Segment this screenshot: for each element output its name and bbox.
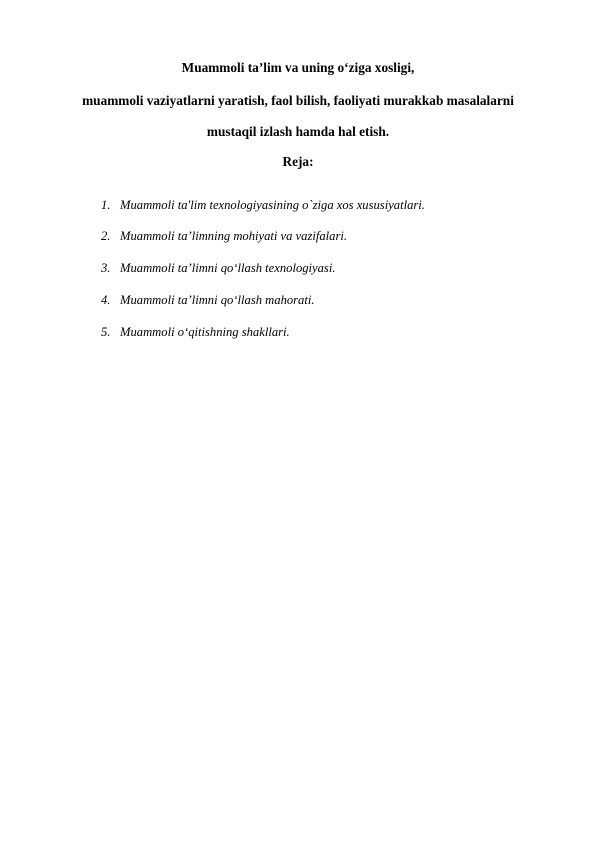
plan-item-text: Muammoli ta’limni qo‘llash mahorati. bbox=[120, 293, 315, 307]
plan-item-number: 2. bbox=[101, 229, 111, 243]
document-title-line-3: mustaqil izlash hamda hal etish. bbox=[206, 124, 390, 139]
plan-item-text: Muammoli ta’limning mohiyati va vazifalari. bbox=[120, 229, 348, 243]
plan-item-number: 4. bbox=[101, 293, 111, 307]
plan-item-number: 1. bbox=[101, 198, 111, 212]
plan-item-text: Muammoli o‘qitishning shakllari. bbox=[120, 325, 290, 339]
plan-heading: Reja: bbox=[282, 154, 314, 169]
plan-item-number: 5. bbox=[101, 325, 111, 339]
document-title-line-1: Muammoli ta’lim va uning o‘ziga xosligi, bbox=[181, 60, 415, 75]
plan-item-text: Muammoli ta'lim texnologiyasining o`ziga xos xususiyatlari. bbox=[120, 198, 425, 212]
plan-item-text: Muammoli ta’limni qo‘llash texnologiyasi. bbox=[120, 261, 336, 275]
plan-item-number: 3. bbox=[101, 261, 111, 275]
document-title-line-2: muammoli vaziyatlarni yaratish, faol bilish, faoliyati murakkab masalalarni bbox=[82, 93, 514, 108]
